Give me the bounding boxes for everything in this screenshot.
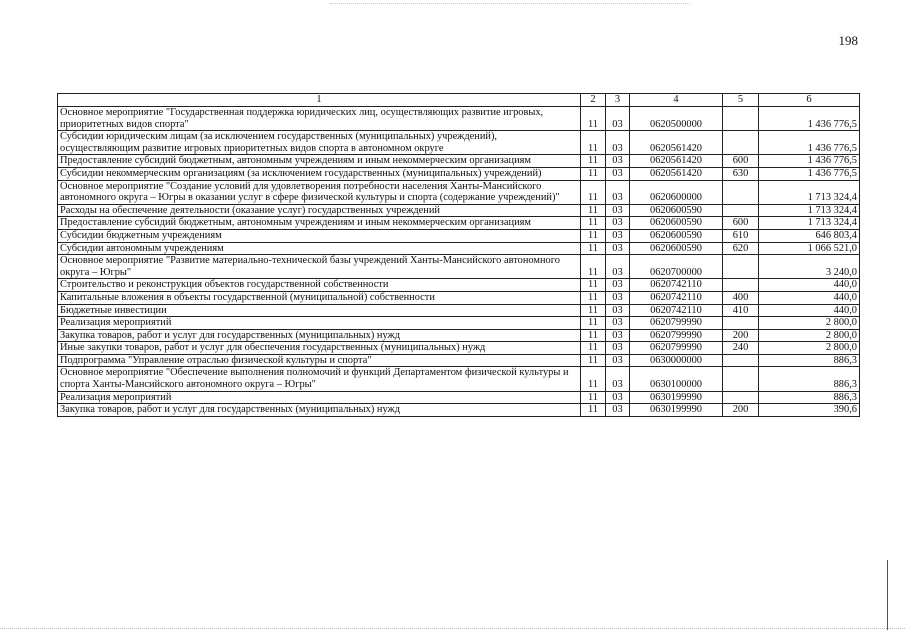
scan-edge-line [887,560,888,630]
row-expense-type-cell [723,255,759,279]
row-name-cell: Основное мероприятие "Государственная поддержка юридических лиц, осуществляющих развитие игровых, приоритетных видов спорта" [58,107,581,131]
row-section-cell: 11 [581,131,606,155]
row-target-code-cell: 0630100000 [630,367,723,391]
row-target-code-cell: 0620561420 [630,155,723,168]
row-expense-type-cell: 400 [723,291,759,304]
row-section-cell: 11 [581,167,606,180]
row-expense-type-cell: 410 [723,304,759,317]
table-row [58,229,860,242]
table-row [58,317,860,330]
row-expense-type-cell: 240 [723,342,759,355]
header-row [58,94,860,107]
row-expense-type-cell [723,317,759,330]
row-subsection-cell: 03 [606,255,630,279]
header-col-2: 2 [581,94,606,107]
row-expense-type-cell: 600 [723,217,759,230]
row-target-code-cell: 0620600590 [630,229,723,242]
row-subsection-cell: 03 [606,342,630,355]
row-section-cell: 11 [581,367,606,391]
row-target-code-cell: 0620600000 [630,180,723,204]
row-section-cell: 11 [581,342,606,355]
row-subsection-cell: 03 [606,204,630,217]
table-row [58,291,860,304]
row-subsection-cell: 03 [606,180,630,204]
row-amount-cell: 2 800,0 [759,317,860,330]
row-section-cell: 11 [581,204,606,217]
row-amount-cell: 646 803,4 [759,229,860,242]
row-target-code-cell: 0620600590 [630,204,723,217]
row-amount-cell: 440,0 [759,291,860,304]
row-section-cell: 11 [581,404,606,417]
row-expense-type-cell: 610 [723,229,759,242]
header-col-4: 4 [630,94,723,107]
row-subsection-cell: 03 [606,354,630,367]
header-col-5: 5 [723,94,759,107]
scan-artifact-bottom [0,628,905,629]
row-target-code-cell: 0620561420 [630,131,723,155]
row-subsection-cell: 03 [606,329,630,342]
row-amount-cell: 1 713 324,4 [759,217,860,230]
row-expense-type-cell [723,354,759,367]
row-subsection-cell: 03 [606,317,630,330]
row-subsection-cell: 03 [606,242,630,255]
row-section-cell: 11 [581,329,606,342]
row-section-cell: 11 [581,279,606,292]
row-subsection-cell: 03 [606,155,630,168]
row-expense-type-cell: 620 [723,242,759,255]
row-amount-cell: 2 800,0 [759,342,860,355]
row-expense-type-cell [723,180,759,204]
row-target-code-cell: 0620742110 [630,279,723,292]
table-row [58,167,860,180]
row-target-code-cell: 0620742110 [630,304,723,317]
row-subsection-cell: 03 [606,291,630,304]
row-name-cell: Основное мероприятие "Обеспечение выполнения полномочий и функций Департаментом физической культуры и спорта Ханты-Мансийского автономного округа – Югры" [58,367,581,391]
table-row [58,304,860,317]
budget-table [57,93,860,417]
row-name-cell: Основное мероприятие "Создание условий для удовлетворения потребности населения Ханты-Мансийского автономного округа – Югры в оказании услуг в сфере физической культуры и спорта (содержание учреждений)" [58,180,581,204]
row-section-cell: 11 [581,229,606,242]
row-target-code-cell: 0620799990 [630,342,723,355]
row-amount-cell: 886,3 [759,367,860,391]
row-target-code-cell: 0620500000 [630,107,723,131]
row-name-cell: Закупка товаров, работ и услуг для государственных (муниципальных) нужд [58,329,581,342]
row-section-cell: 11 [581,107,606,131]
table-row [58,329,860,342]
row-expense-type-cell: 200 [723,329,759,342]
row-name-cell: Строительство и реконструкция объектов государственной собственности [58,279,581,292]
row-section-cell: 11 [581,155,606,168]
row-name-cell: Предоставление субсидий бюджетным, автономным учреждениям и иным некоммерческим организациям [58,155,581,168]
row-subsection-cell: 03 [606,367,630,391]
row-target-code-cell: 0630199990 [630,391,723,404]
row-target-code-cell: 0620600590 [630,242,723,255]
table-row [58,279,860,292]
row-target-code-cell: 0620600590 [630,217,723,230]
row-expense-type-cell [723,391,759,404]
row-expense-type-cell: 600 [723,155,759,168]
table-row [58,155,860,168]
row-expense-type-cell: 630 [723,167,759,180]
row-name-cell: Реализация мероприятий [58,317,581,330]
row-amount-cell: 440,0 [759,304,860,317]
row-amount-cell: 390,6 [759,404,860,417]
row-section-cell: 11 [581,354,606,367]
row-amount-cell: 1 436 776,5 [759,107,860,131]
row-section-cell: 11 [581,291,606,304]
row-expense-type-cell [723,204,759,217]
row-amount-cell: 1 436 776,5 [759,131,860,155]
row-target-code-cell: 0630000000 [630,354,723,367]
table-row [58,404,860,417]
row-target-code-cell: 0630199990 [630,404,723,417]
row-subsection-cell: 03 [606,107,630,131]
page-number: 198 [838,33,858,48]
row-section-cell: 11 [581,255,606,279]
row-expense-type-cell [723,107,759,131]
table-row [58,204,860,217]
table-row [58,242,860,255]
row-name-cell: Капитальные вложения в объекты государственной (муниципальной) собственности [58,291,581,304]
row-amount-cell: 1 436 776,5 [759,155,860,168]
row-amount-cell: 2 800,0 [759,329,860,342]
row-name-cell: Субсидии некоммерческим организациям (за исключением государственных (муниципальных) учреждений) [58,167,581,180]
row-amount-cell: 1 713 324,4 [759,204,860,217]
row-name-cell: Бюджетные инвестиции [58,304,581,317]
table-row [58,342,860,355]
table-row [58,131,860,155]
row-section-cell: 11 [581,217,606,230]
row-name-cell: Закупка товаров, работ и услуг для государственных (муниципальных) нужд [58,404,581,417]
table-row [58,255,860,279]
header-col-3: 3 [606,94,630,107]
row-name-cell: Реализация мероприятий [58,391,581,404]
table-row [58,107,860,131]
row-subsection-cell: 03 [606,391,630,404]
row-name-cell: Расходы на обеспечение деятельности (оказание услуг) государственных учреждений [58,204,581,217]
row-name-cell: Субсидии бюджетным учреждениям [58,229,581,242]
row-expense-type-cell [723,279,759,292]
row-amount-cell: 886,3 [759,354,860,367]
row-expense-type-cell [723,367,759,391]
row-subsection-cell: 03 [606,167,630,180]
row-section-cell: 11 [581,242,606,255]
row-target-code-cell: 0620742110 [630,291,723,304]
row-subsection-cell: 03 [606,304,630,317]
row-section-cell: 11 [581,180,606,204]
row-target-code-cell: 0620799990 [630,329,723,342]
row-amount-cell: 1 713 324,4 [759,180,860,204]
row-target-code-cell: 0620799990 [630,317,723,330]
scan-artifact-top [330,3,690,4]
header-col-6: 6 [759,94,860,107]
table-row [58,180,860,204]
table-row [58,217,860,230]
row-name-cell: Субсидии автономным учреждениям [58,242,581,255]
row-target-code-cell: 0620700000 [630,255,723,279]
row-name-cell: Основное мероприятие "Развитие материально-технической базы учреждений Ханты-Мансийского автономного округа – Югры" [58,255,581,279]
row-name-cell: Подпрограмма "Управление отраслью физической культуры и спорта" [58,354,581,367]
table-body [58,107,860,417]
header-col-1: 1 [58,94,581,107]
table-row [58,354,860,367]
row-amount-cell: 886,3 [759,391,860,404]
row-expense-type-cell [723,131,759,155]
row-section-cell: 11 [581,317,606,330]
row-expense-type-cell: 200 [723,404,759,417]
row-amount-cell: 1 436 776,5 [759,167,860,180]
row-name-cell: Иные закупки товаров, работ и услуг для обеспечения государственных (муниципальных) нужд [58,342,581,355]
row-name-cell: Предоставление субсидий бюджетным, автономным учреждениям и иным некоммерческим организациям [58,217,581,230]
row-name-cell: Субсидии юридическим лицам (за исключением государственных (муниципальных) учреждений), осуществляющим развитие игровых приоритетных видов спорта в автономном округе [58,131,581,155]
table-row [58,391,860,404]
row-subsection-cell: 03 [606,131,630,155]
row-amount-cell: 440,0 [759,279,860,292]
row-target-code-cell: 0620561420 [630,167,723,180]
row-amount-cell: 1 066 521,0 [759,242,860,255]
row-subsection-cell: 03 [606,404,630,417]
row-subsection-cell: 03 [606,279,630,292]
row-subsection-cell: 03 [606,229,630,242]
row-subsection-cell: 03 [606,217,630,230]
row-section-cell: 11 [581,391,606,404]
row-amount-cell: 3 240,0 [759,255,860,279]
table-row [58,367,860,391]
row-section-cell: 11 [581,304,606,317]
